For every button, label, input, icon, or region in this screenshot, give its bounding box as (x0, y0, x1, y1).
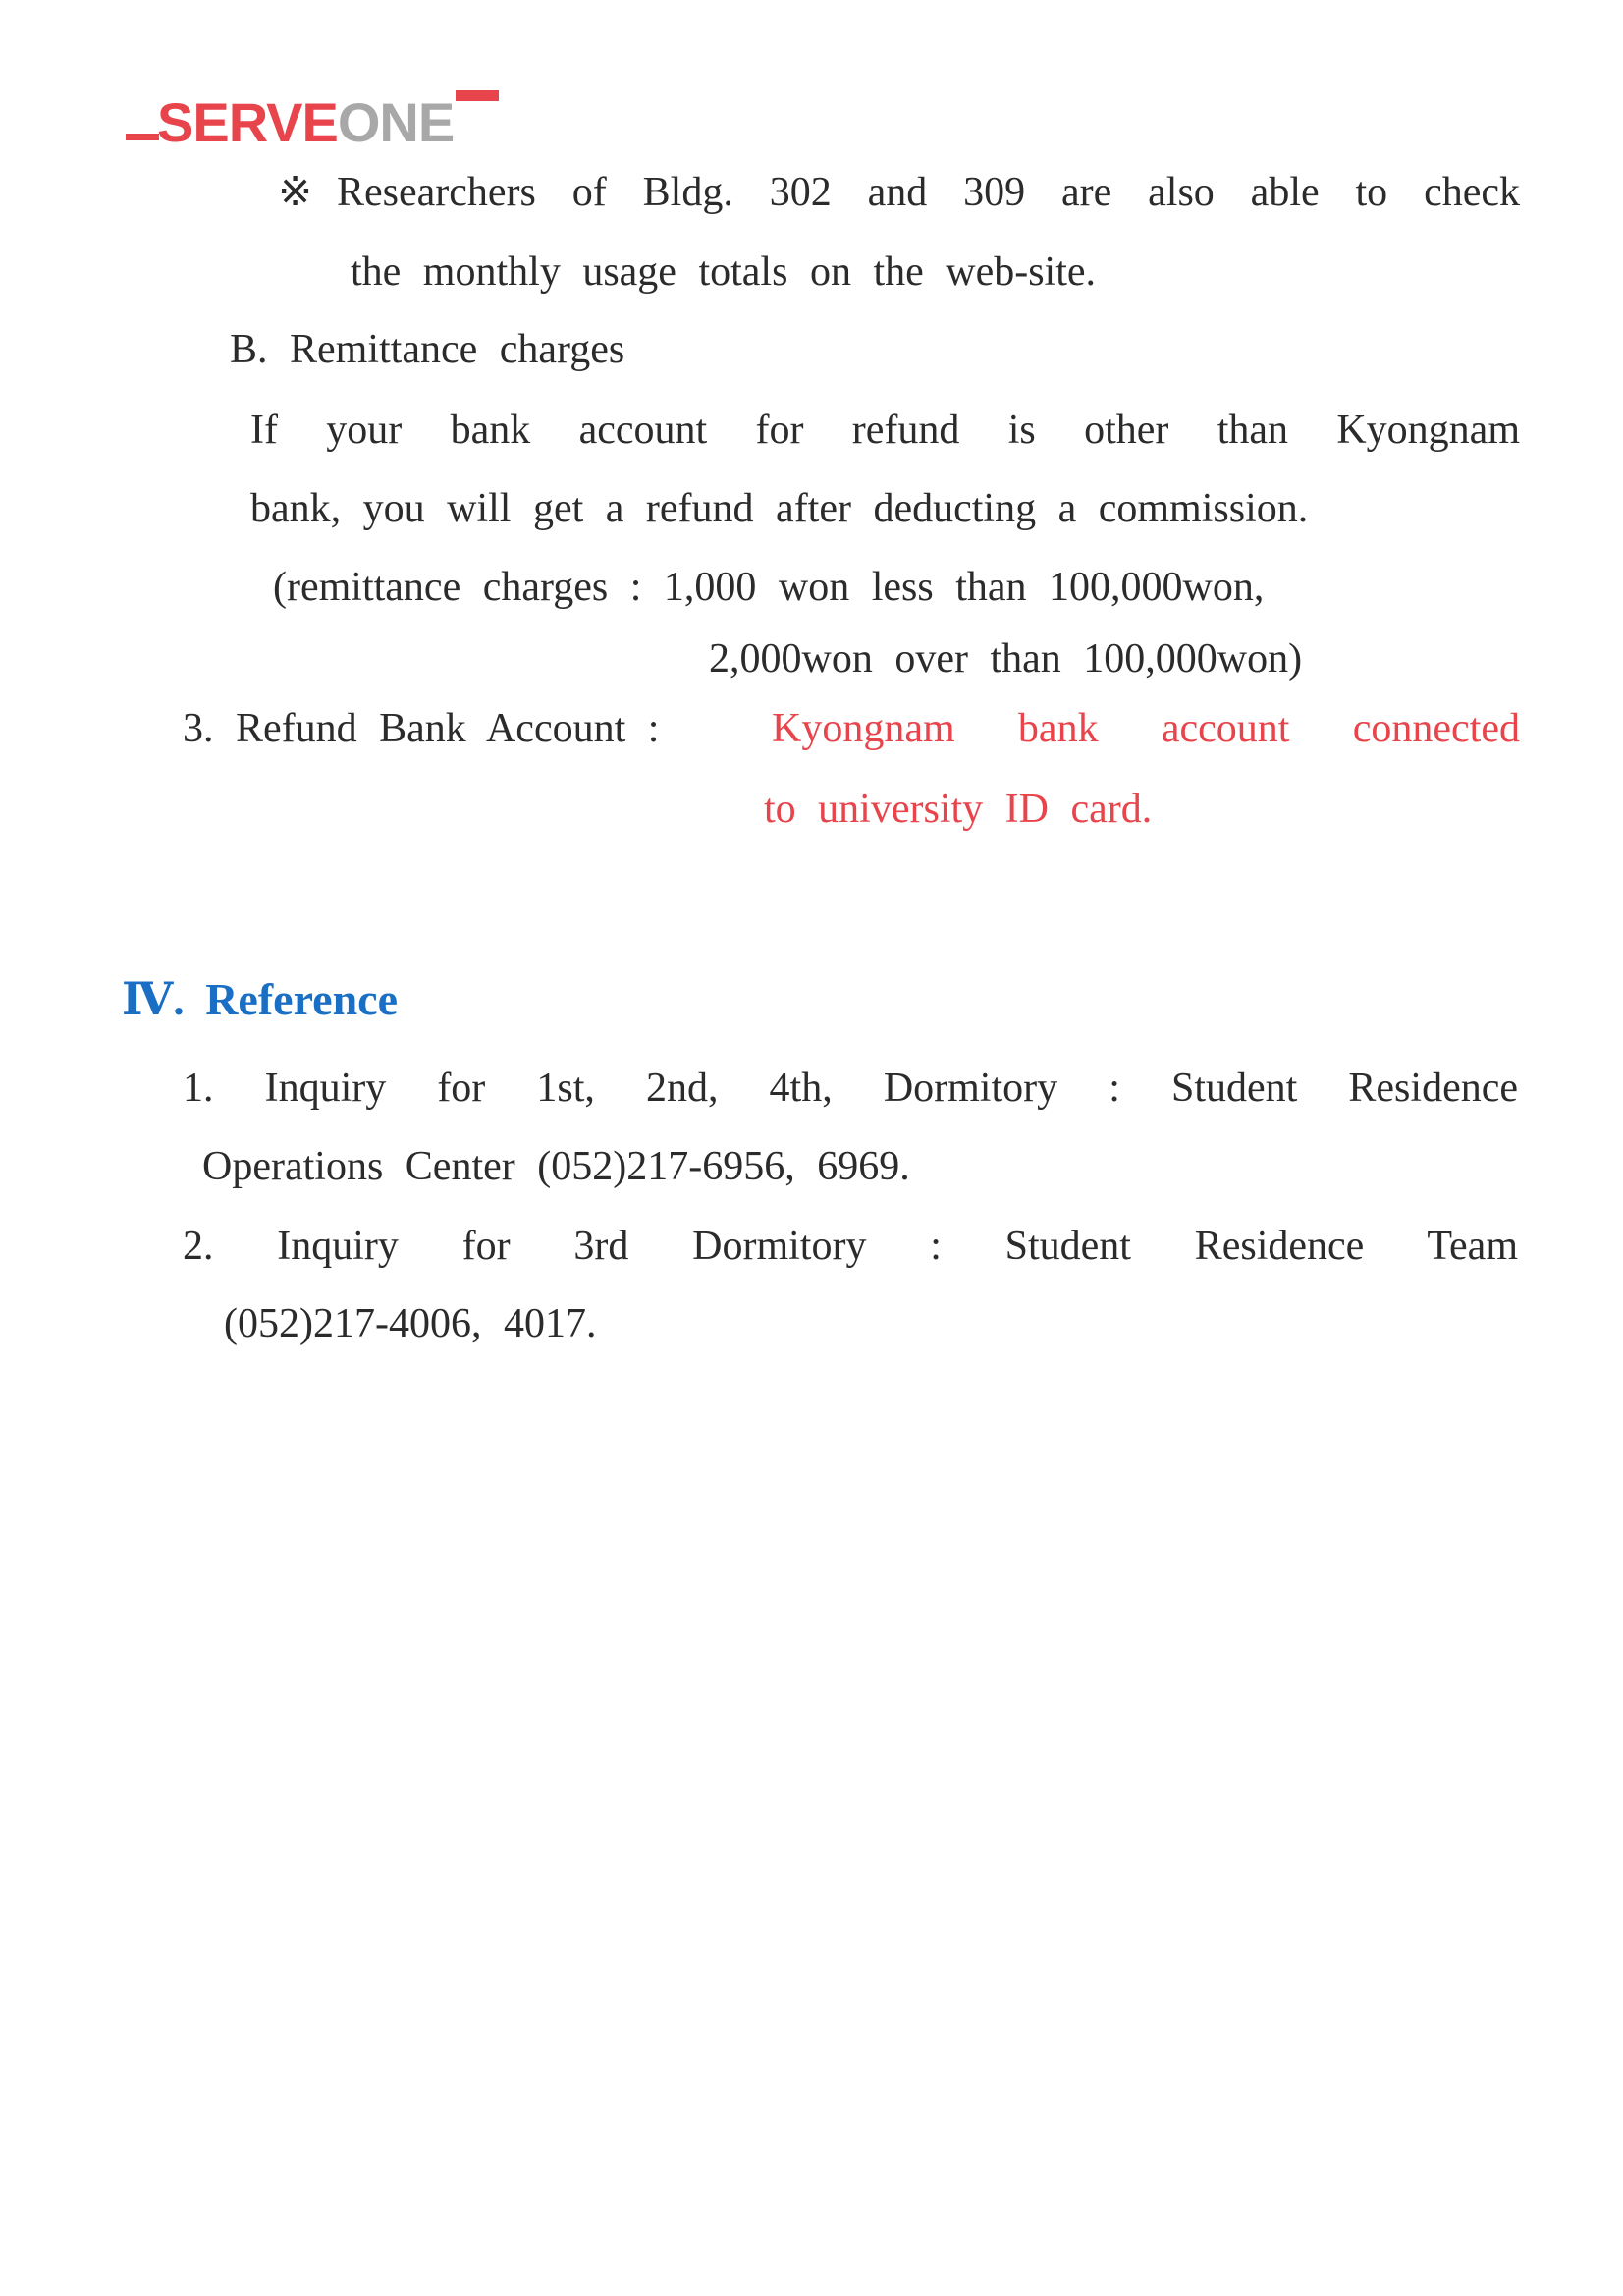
remittance-charges-line-1: (remittance charges : 1,000 won less than 100,000won, (273, 565, 1265, 610)
reference-heading: Ⅳ. Reference (122, 974, 398, 1024)
logo-flag-mark (456, 90, 499, 101)
refund-bank-account-label: 3. Refund Bank Account : (183, 706, 660, 751)
reference-item-2-line-1: 2. Inquiry for 3rd Dormitory : Student Residence Team (183, 1224, 1518, 1269)
reference-item-1-line-2: Operations Center (052)217-6956, 6969. (202, 1144, 910, 1189)
note-line-2: the monthly usage totals on the web-site. (351, 249, 1097, 295)
refund-bank-account-value-line-2: to university ID card. (764, 787, 1153, 832)
note-mark: ※ (278, 170, 313, 215)
logo-serve-text: SERVE (157, 91, 338, 153)
logo-wordmark (157, 91, 454, 153)
reference-item-1-line-1: 1. Inquiry for 1st, 2nd, 4th, Dormitory : Student Residence (183, 1066, 1518, 1111)
refund-bank-account-value-line-1: Kyongnam bank account connected (772, 706, 1520, 751)
logo-one-text: ONE (337, 91, 455, 153)
remittance-charges-line-2: 2,000won over than 100,000won) (709, 636, 1303, 682)
note-line-1: Researchers of Bldg. 302 and 309 are also able to check (337, 170, 1520, 215)
serveone-logo (124, 84, 516, 153)
reference-item-2-line-2: (052)217-4006, 4017. (224, 1301, 597, 1346)
section-b-para-line-1: If your bank account for refund is other than Kyongnam (250, 408, 1520, 453)
section-b-title: B. Remittance charges (230, 327, 625, 372)
logo-underline-mark (126, 134, 159, 140)
serveone-logo-graphic (124, 84, 516, 153)
section-b-para-line-2: bank, you will get a refund after deducting a commission. (250, 486, 1309, 531)
